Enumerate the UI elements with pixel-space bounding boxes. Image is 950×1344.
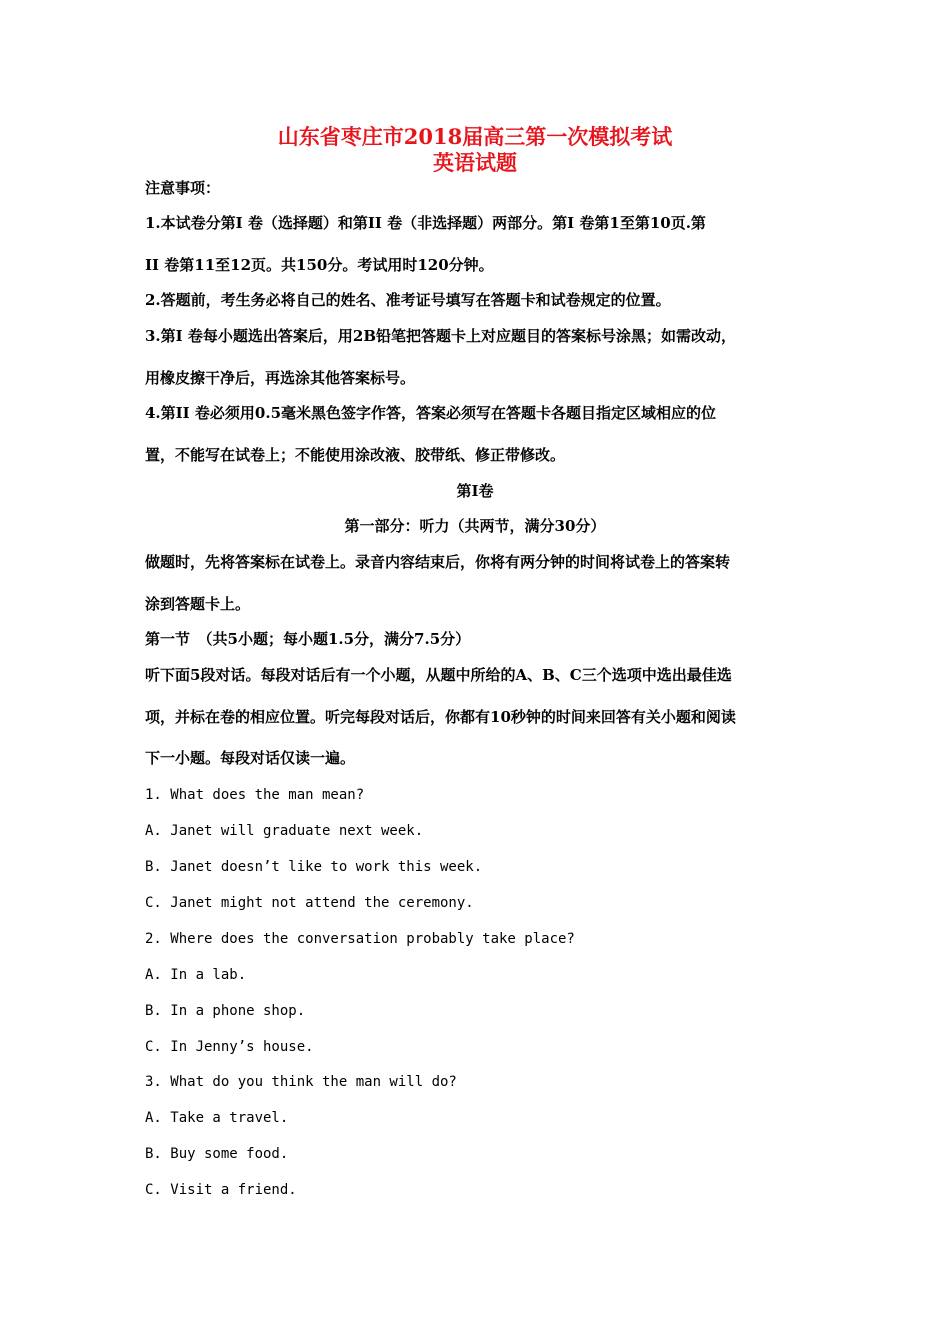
- question-1: 1. What does the man mean?: [145, 787, 365, 803]
- notice-line: 置，不能写在试卷上；不能使用涂改液、胶带纸、修正带修改。: [145, 446, 566, 464]
- instruction-line: 项，并标在卷的相应位置。听完每段对话后，你都有10秒钟的时间来回答有关小题和阅读: [145, 708, 736, 726]
- notice-line: 4.第II 卷必须用0.5毫米黑色签字作答，答案必须写在答题卡各题目指定区域相应的位: [145, 404, 717, 422]
- question-2: 2. Where does the conversation probably take place?: [145, 931, 575, 947]
- option: B. Buy some food.: [145, 1146, 289, 1162]
- notice-line: II 卷第11至12页。共150分。考试用时120分钟。: [145, 256, 494, 274]
- part-heading: 第一部分：听力（共两节，满分30分）: [344, 517, 606, 535]
- notice-heading: 注意事项：: [145, 179, 221, 197]
- part-intro-line: 做题时，先将答案标在试卷上。录音内容结束后，你将有两分钟的时间将试卷上的答案转: [145, 553, 731, 571]
- volume-heading: 第I卷: [456, 482, 494, 500]
- question-3: 3. What do you think the man will do?: [145, 1074, 457, 1090]
- exam-subtitle: 英语试题: [433, 150, 517, 175]
- notice-line: 1.本试卷分第Ⅰ 卷（选择题）和第II 卷（非选择题）两部分。第Ⅰ 卷第1至第10页.第: [145, 214, 706, 232]
- option: C. In Jenny’s house.: [145, 1039, 314, 1055]
- exam-title: 山东省枣庄市2018届高三第一次模拟考试: [277, 124, 673, 149]
- option: A. In a lab.: [145, 967, 247, 983]
- option: C. Visit a friend.: [145, 1182, 297, 1198]
- notice-line: 2.答题前，考生务必将自己的姓名、准考证号填写在答题卡和试卷规定的位置。: [145, 291, 671, 309]
- option: A. Janet will graduate next week.: [145, 823, 424, 839]
- option: B. Janet doesn’t like to work this week.: [145, 859, 483, 875]
- option: B. In a phone shop.: [145, 1003, 306, 1019]
- option: C. Janet might not attend the ceremony.: [145, 895, 474, 911]
- notice-line: 3.第Ⅰ 卷每小题选出答案后，用2B铅笔把答题卡上对应题目的答案标号涂黑；如需改动，: [145, 327, 737, 345]
- instruction-line: 下一小题。每段对话仅读一遍。: [145, 749, 356, 767]
- instruction-line: 听下面5段对话。每段对话后有一个小题，从题中所给的A、B、C三个选项中选出最佳选: [145, 666, 732, 684]
- subsection-heading: 第一节 （共5小题；每小题1.5分，满分7.5分）: [145, 630, 471, 648]
- part-intro-line: 涂到答题卡上。: [145, 595, 251, 613]
- option: A. Take a travel.: [145, 1110, 289, 1126]
- notice-line: 用橡皮擦干净后，再选涂其他答案标号。: [145, 369, 416, 387]
